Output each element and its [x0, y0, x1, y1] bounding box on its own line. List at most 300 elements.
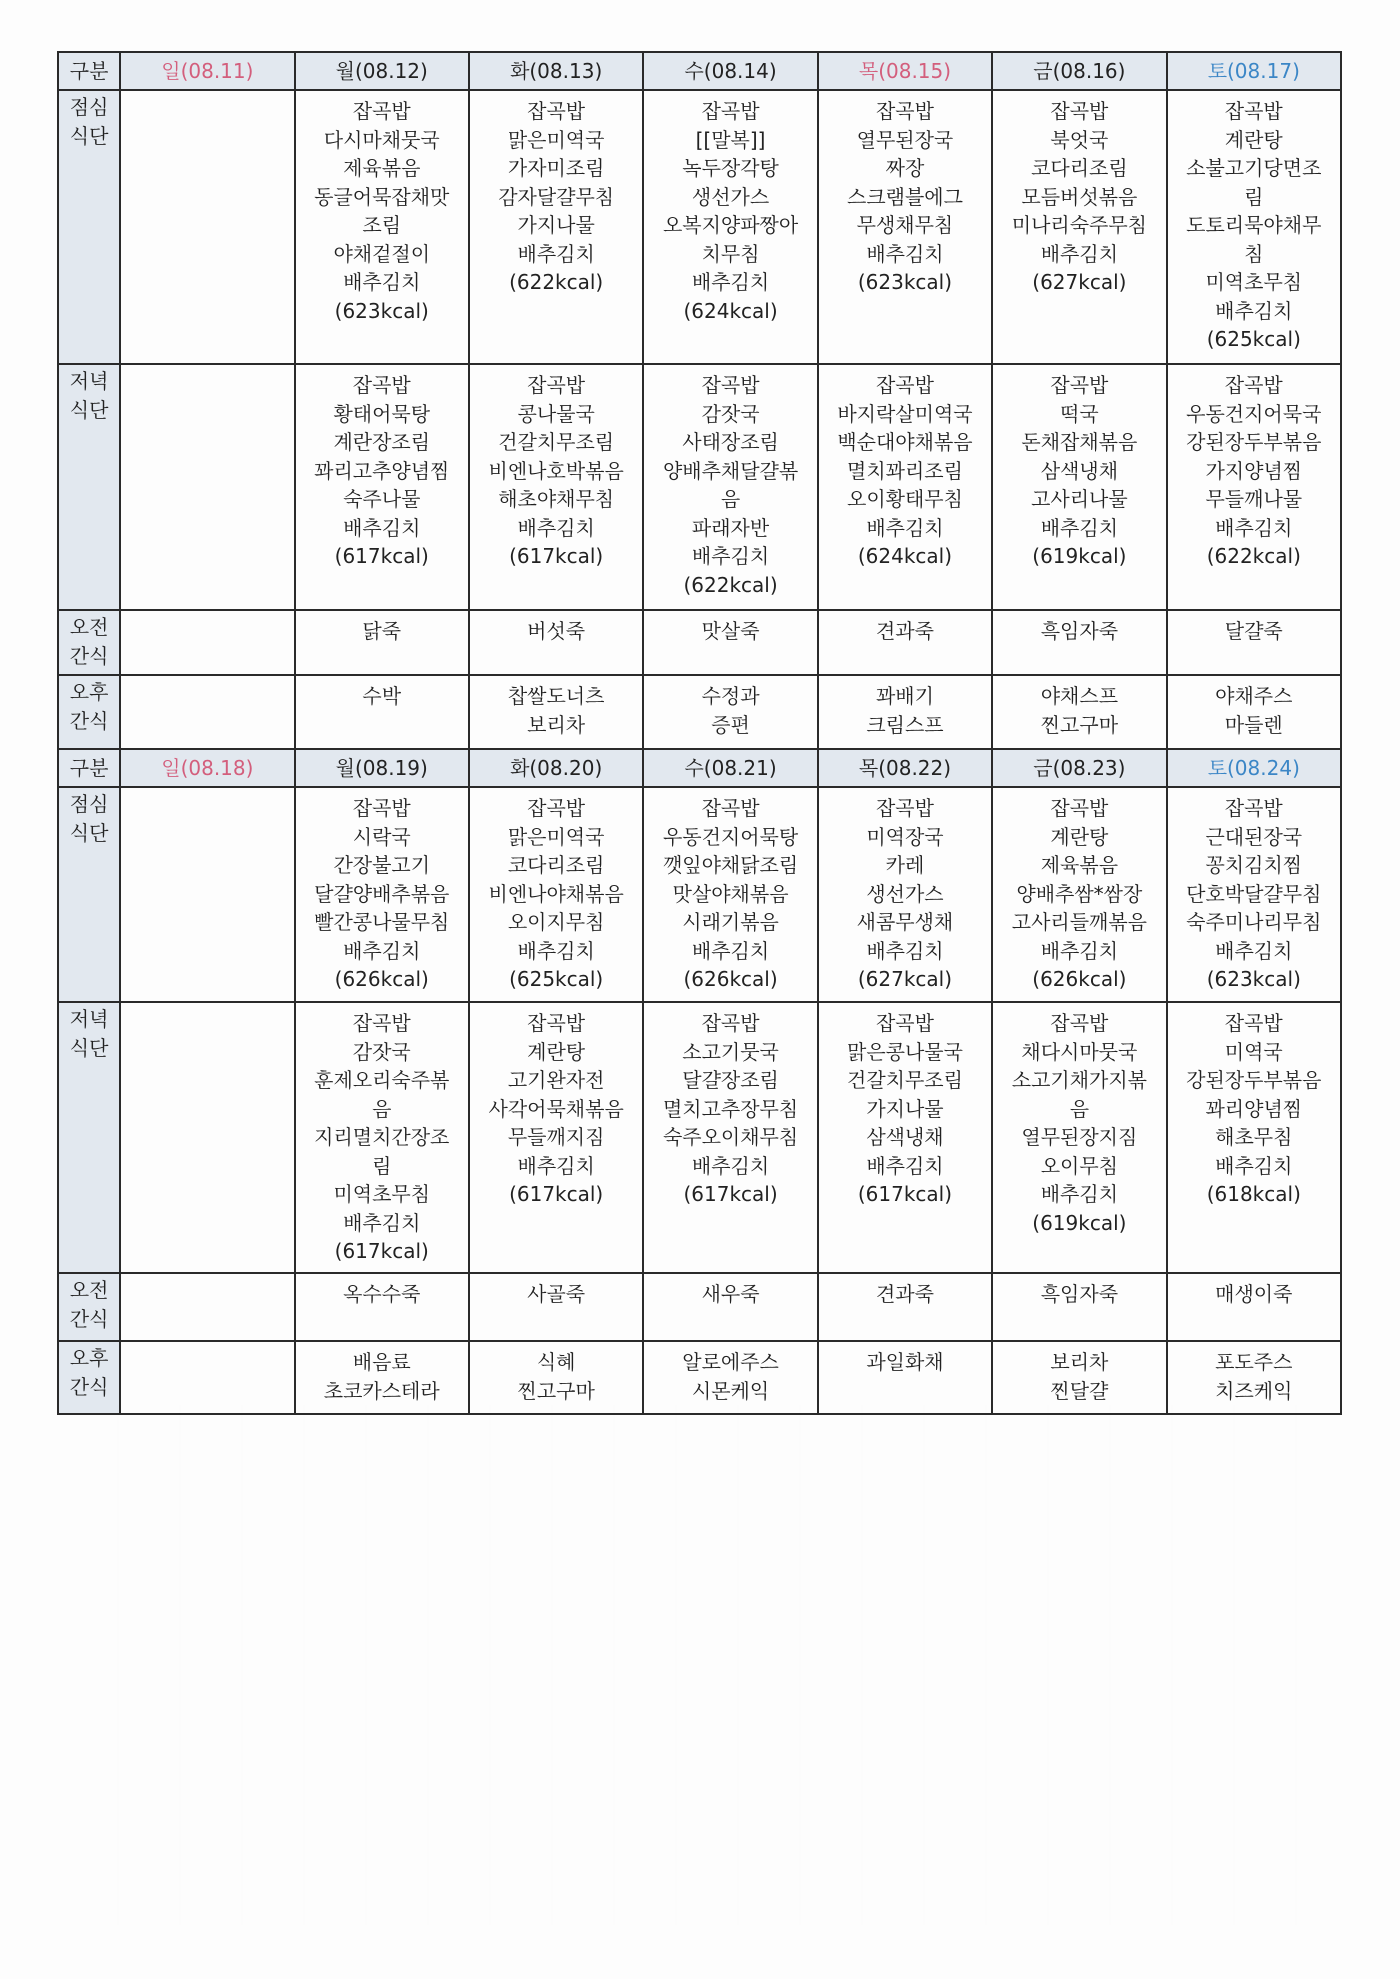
menu-item: (626kcal): [683, 967, 778, 991]
menu-item: 고사리나물: [1031, 487, 1128, 511]
menu-item: 새콤무생채: [856, 910, 954, 934]
menu-item: 미나리숙주무침: [1011, 213, 1147, 237]
scan-artifact: [57, 1405, 1342, 1925]
menu-item: 건갈치무조림: [847, 1068, 963, 1092]
menu-item: 잡곡밥: [701, 796, 760, 820]
menu-item: 보리차: [1050, 1350, 1109, 1374]
menu-item: 새우죽: [701, 1282, 760, 1306]
menu-item: 감자달걀무침: [498, 184, 615, 209]
menu-item: 배추김치: [343, 270, 421, 294]
menu-item: 잡곡밥: [527, 796, 586, 820]
dinner-cell: [992, 364, 1166, 610]
label-line: 오전: [69, 615, 109, 639]
day-header: 월(08.19): [295, 749, 469, 787]
menu-item: 짜장: [885, 156, 925, 180]
menu-item: 흑임자죽: [1040, 1282, 1119, 1306]
menu-item: 열무된장지짐: [1021, 1125, 1138, 1149]
morning-snack-row: [58, 610, 1341, 675]
menu-item: 시래기볶음: [682, 910, 779, 934]
day-header: 화(08.13): [469, 52, 643, 90]
menu-item: [[말복]]: [695, 127, 766, 152]
label-line: 간식: [69, 708, 109, 733]
menu-item: 사태장조림: [682, 430, 779, 454]
menu-item: 배추김치: [866, 1153, 944, 1178]
label-line: 간식: [69, 1374, 109, 1399]
menu-item: (623kcal): [857, 270, 953, 294]
menu-item: 근대된장국: [1205, 824, 1303, 849]
menu-item: 닭죽: [362, 619, 402, 643]
category-label: 구분: [58, 52, 120, 90]
menu-item: 잡곡밥: [875, 99, 934, 123]
menu-item: 야채겉절이: [333, 241, 431, 266]
menu-item: 잡곡밥: [1224, 1011, 1283, 1035]
menu-item: 치즈케익: [1215, 1378, 1293, 1403]
menu-item: 음: [1069, 1096, 1090, 1121]
menu-item: 맑은콩나물국: [847, 1039, 963, 1064]
dinner-cell: [120, 364, 294, 610]
menu-item: (618kcal): [1206, 1182, 1301, 1206]
menu-item: 숙주미나리무침: [1186, 910, 1322, 934]
menu-item: 간장불고기: [333, 853, 431, 877]
menu-item: 꽈리고추양념찜: [314, 458, 450, 483]
menu-item: 코다리조림: [1031, 156, 1128, 180]
lunch-cell: [295, 90, 469, 364]
menu-item: 견과죽: [875, 619, 934, 643]
menu-item: 포도주스: [1215, 1350, 1293, 1374]
menu-item: (622kcal): [683, 572, 778, 597]
afternoon-snack-row: [58, 1341, 1341, 1414]
menu-item: 배추김치: [691, 938, 770, 963]
day-header: 목(08.15): [818, 52, 992, 90]
menu-item: 시락국: [352, 824, 411, 849]
dinner-cell: [1167, 1002, 1341, 1273]
menu-item: 훈제오리숙주볶: [314, 1068, 450, 1092]
label-line: 간식: [69, 1306, 109, 1331]
afternoon-snack-cell: [120, 675, 294, 749]
menu-item: 꽁치김치찜: [1205, 853, 1303, 877]
dinner-cell: [992, 1002, 1166, 1273]
menu-item: 가지나물: [866, 1096, 944, 1121]
menu-item: 제육볶음: [343, 156, 421, 180]
lunch-cell: [643, 90, 817, 364]
label-line: 간식: [69, 643, 109, 668]
morning-snack-cell: [1167, 610, 1341, 675]
dinner-label: [58, 364, 120, 610]
menu-item: 다시마채뭇국: [323, 127, 440, 152]
menu-item: 무들깨나물: [1205, 487, 1303, 511]
menu-item: 배추김치: [1040, 1182, 1119, 1206]
menu-item: 해초무침: [1215, 1125, 1293, 1149]
dinner-cell: [120, 1002, 294, 1273]
menu-item: 잡곡밥: [352, 796, 411, 820]
menu-item: 찐고구마: [517, 1378, 595, 1403]
dinner-row: [58, 364, 1341, 610]
menu-item: 배추김치: [1215, 1153, 1293, 1178]
menu-item: (625kcal): [1206, 327, 1301, 351]
day-header: 목(08.22): [818, 749, 992, 787]
menu-item: 맑은미역국: [507, 127, 605, 152]
lunch-row: [58, 90, 1341, 364]
morning-snack-cell: [643, 610, 817, 675]
menu-item: (623kcal): [1206, 967, 1301, 991]
menu-item: 배추김치: [1215, 515, 1293, 540]
menu-item: 코다리조림: [507, 853, 605, 877]
menu-item: 잡곡밥: [701, 99, 760, 123]
menu-item: 식혜: [536, 1350, 576, 1374]
label-line: 식단: [69, 123, 109, 148]
menu-item: 양배추채달걀볶: [662, 458, 799, 483]
menu-item: (622kcal): [509, 270, 604, 294]
menu-item: 잡곡밥: [1224, 373, 1283, 397]
menu-item: 잡곡밥: [352, 373, 411, 397]
lunch-cell: [818, 787, 992, 1002]
day-header: 일(08.11): [120, 52, 294, 90]
menu-item: 생선가스: [866, 881, 944, 906]
dinner-row: [58, 1002, 1341, 1273]
menu-item: 꽈배기: [875, 684, 934, 708]
label-line: 점심: [69, 792, 109, 816]
menu-item: 음: [720, 487, 741, 511]
menu-item: 잡곡밥: [527, 99, 586, 123]
menu-item: 미역초무침: [333, 1182, 431, 1206]
menu-item: 가지나물: [517, 213, 595, 237]
menu-item: 잡곡밥: [701, 373, 760, 397]
menu-item: 오이무침: [1040, 1153, 1119, 1178]
dinner-cell: [295, 364, 469, 610]
menu-item: 건갈치무조림: [498, 430, 615, 454]
menu-item: 배추김치: [343, 515, 421, 540]
lunch-label: [58, 90, 120, 364]
menu-item: 달걀죽: [1224, 619, 1283, 643]
menu-item: 사각어묵채볶음: [488, 1096, 624, 1121]
morning-snack-cell: [120, 1273, 294, 1341]
afternoon-snack-cell: [992, 675, 1166, 749]
lunch-cell: [295, 787, 469, 1002]
menu-item: 배추김치: [1040, 515, 1119, 540]
menu-item: 열무된장국: [856, 127, 954, 152]
menu-item: (624kcal): [683, 298, 778, 323]
menu-item: (624kcal): [857, 544, 953, 568]
morning-snack-cell: [992, 1273, 1166, 1341]
menu-item: 계란탕: [1224, 127, 1283, 152]
menu-item: 증편: [711, 712, 750, 737]
morning-snack-label: [58, 610, 120, 675]
lunch-cell: [1167, 90, 1341, 364]
menu-item: 찐달걀: [1050, 1378, 1109, 1403]
menu-item: 멸치꽈리조림: [847, 458, 963, 483]
menu-item: 소고기채가지볶: [1011, 1068, 1147, 1092]
dinner-cell: [818, 364, 992, 610]
menu-item: 배추김치: [343, 938, 421, 963]
menu-item: 침: [1244, 241, 1264, 266]
menu-item: 잡곡밥: [352, 99, 411, 123]
afternoon-snack-row: [58, 675, 1341, 749]
morning-snack-cell: [469, 1273, 643, 1341]
menu-item: 모듬버섯볶음: [1021, 184, 1138, 209]
menu-item: 버섯죽: [527, 619, 586, 643]
afternoon-snack-cell: [295, 1341, 469, 1414]
menu-item: 맛살야채볶음: [672, 881, 789, 906]
lunch-cell: [120, 787, 294, 1002]
morning-snack-cell: [818, 1273, 992, 1341]
menu-item: 잡곡밥: [875, 1011, 934, 1035]
week-header-row: [58, 749, 1341, 787]
day-header: 금(08.23): [992, 749, 1166, 787]
menu-item: 강된장두부볶음: [1186, 1068, 1322, 1092]
menu-item: 빨간콩나물무침: [314, 910, 450, 934]
dinner-cell: [469, 364, 643, 610]
menu-item: 잡곡밥: [1050, 1011, 1109, 1035]
lunch-cell: [1167, 787, 1341, 1002]
afternoon-snack-cell: [1167, 675, 1341, 749]
afternoon-snack-cell: [120, 1341, 294, 1414]
afternoon-snack-cell: [1167, 1341, 1341, 1414]
menu-item: 백순대야채볶음: [837, 430, 973, 454]
menu-item: 옥수수죽: [343, 1282, 421, 1306]
lunch-cell: [120, 90, 294, 364]
dinner-cell: [1167, 364, 1341, 610]
menu-item: 삼색냉채: [1040, 458, 1119, 483]
menu-item: 돈채잡채볶음: [1021, 430, 1138, 454]
menu-item: 잡곡밥: [1050, 99, 1109, 123]
afternoon-snack-cell: [469, 1341, 643, 1414]
menu-item: 찐고구마: [1040, 712, 1119, 737]
menu-item: 무생채무침: [856, 213, 954, 237]
lunch-cell: [818, 90, 992, 364]
day-header: 화(08.20): [469, 749, 643, 787]
menu-item: 잡곡밥: [1050, 796, 1109, 820]
menu-item: 잡곡밥: [527, 1011, 586, 1035]
menu-item: (625kcal): [509, 967, 604, 991]
morning-snack-cell: [295, 1273, 469, 1341]
week-header-row: [58, 52, 1341, 90]
menu-item: 오이황태무침: [847, 487, 963, 511]
menu-item: 숙주오이채무침: [662, 1125, 799, 1149]
menu-item: 카레: [885, 853, 925, 877]
day-header: 토(08.24): [1167, 749, 1341, 787]
dinner-cell: [643, 364, 817, 610]
menu-item: 양배추쌈*쌈장: [1016, 881, 1143, 906]
menu-item: 배추김치: [517, 515, 595, 540]
afternoon-snack-cell: [469, 675, 643, 749]
menu-item: 고기완자전: [507, 1068, 605, 1092]
menu-item: (626kcal): [1032, 967, 1127, 991]
menu-item: (619kcal): [1032, 544, 1127, 568]
label-line: 식단: [69, 820, 109, 845]
lunch-cell: [469, 787, 643, 1002]
menu-item: 가지양념찜: [1205, 458, 1303, 483]
menu-item: (627kcal): [857, 967, 953, 991]
menu-item: 오복지양파짱아: [662, 213, 799, 237]
menu-item: 마들렌: [1224, 712, 1283, 737]
lunch-cell: [469, 90, 643, 364]
dinner-cell: [295, 1002, 469, 1273]
category-label: 구분: [58, 749, 120, 787]
menu-item: 보리차: [527, 712, 586, 737]
afternoon-snack-cell: [992, 1341, 1166, 1414]
morning-snack-cell: [295, 610, 469, 675]
label-line: 점심: [69, 95, 109, 119]
morning-snack-cell: [992, 610, 1166, 675]
menu-item: 우동건지어묵국: [1186, 401, 1322, 426]
menu-item: 단호박달걀무침: [1186, 881, 1322, 906]
menu-item: 맑은미역국: [507, 824, 605, 849]
label-line: 식단: [69, 397, 109, 422]
menu-item: 맛살죽: [701, 619, 760, 643]
menu-item: 알로에주스: [682, 1350, 779, 1374]
afternoon-snack-cell: [818, 1341, 992, 1414]
menu-item: 소고기뭇국: [682, 1039, 779, 1064]
label-line: 오전: [69, 1278, 109, 1302]
menu-item: (619kcal): [1032, 1210, 1127, 1235]
menu-item: 배추김치: [691, 1153, 770, 1178]
menu-item: 수정과: [701, 684, 760, 708]
menu-item: 잡곡밥: [701, 1011, 760, 1035]
menu-item: 잡곡밥: [875, 373, 934, 397]
menu-item: 미역국: [1224, 1039, 1283, 1064]
afternoon-snack-label: [58, 1341, 120, 1414]
meal-plan-table: [57, 51, 1342, 1415]
menu-item: 콩나물국: [517, 401, 595, 426]
lunch-cell: [992, 787, 1166, 1002]
menu-item: 배추김치: [691, 544, 770, 568]
menu-item: 감잣국: [352, 1039, 411, 1064]
menu-item: 고사리들깨볶음: [1011, 910, 1147, 934]
menu-item: 배추김치: [1215, 298, 1293, 323]
menu-item: (623kcal): [334, 298, 429, 323]
menu-item: 잡곡밥: [1224, 99, 1283, 123]
menu-item: (617kcal): [683, 1182, 778, 1206]
menu-item: 배추김치: [866, 241, 944, 266]
menu-item: 과일화채: [866, 1350, 944, 1374]
menu-item: (617kcal): [509, 1182, 604, 1206]
menu-item: 북엇국: [1050, 127, 1109, 152]
menu-item: 미역초무침: [1205, 270, 1303, 294]
menu-item: (622kcal): [1206, 544, 1301, 568]
menu-item: 잡곡밥: [1050, 373, 1109, 397]
menu-item: 흑임자죽: [1040, 619, 1119, 643]
menu-item: (627kcal): [1032, 270, 1127, 294]
afternoon-snack-cell: [643, 1341, 817, 1414]
menu-item: (617kcal): [334, 544, 429, 568]
dinner-label: [58, 1002, 120, 1273]
menu-item: 잡곡밥: [352, 1011, 411, 1035]
menu-item: 야채주스: [1215, 684, 1293, 708]
menu-item: 떡국: [1060, 401, 1099, 426]
morning-snack-cell: [818, 610, 992, 675]
day-header: 수(08.14): [643, 52, 817, 90]
menu-item: 림: [372, 1153, 392, 1178]
menu-item: 크림스프: [866, 712, 944, 737]
lunch-cell: [643, 787, 817, 1002]
menu-item: 도토리묵야채무: [1186, 213, 1322, 237]
menu-item: 림: [1244, 184, 1264, 209]
menu-item: (617kcal): [857, 1182, 953, 1206]
label-line: 식단: [69, 1035, 109, 1060]
menu-item: 멸치고추장무침: [662, 1096, 799, 1121]
menu-item: 녹두장각탕: [682, 156, 779, 180]
menu-item: 계란장조림: [333, 430, 431, 454]
menu-item: 야채스프: [1040, 684, 1119, 708]
menu-item: 꽈리양념찜: [1205, 1096, 1303, 1121]
morning-snack-row: [58, 1273, 1341, 1341]
morning-snack-cell: [469, 610, 643, 675]
day-header: 수(08.21): [643, 749, 817, 787]
lunch-cell: [992, 90, 1166, 364]
menu-item: 우동건지어묵탕: [662, 824, 799, 849]
menu-item: 찹쌀도너츠: [507, 684, 605, 708]
menu-item: (626kcal): [334, 967, 429, 991]
menu-item: (617kcal): [509, 544, 604, 568]
menu-item: 해초야채무침: [498, 487, 615, 511]
menu-item: 비엔나야채볶음: [488, 881, 624, 906]
menu-item: 제육볶음: [1040, 853, 1119, 877]
menu-item: 채다시마뭇국: [1021, 1039, 1138, 1064]
menu-item: 감잣국: [701, 401, 760, 426]
menu-item: 사골죽: [527, 1282, 586, 1306]
label-line: 저녁: [69, 1007, 109, 1031]
menu-item: 계란탕: [527, 1039, 586, 1064]
label-line: 저녁: [69, 369, 109, 393]
menu-item: 삼색냉채: [866, 1125, 944, 1149]
morning-snack-cell: [643, 1273, 817, 1341]
menu-item: 배추김치: [1040, 241, 1119, 266]
lunch-row: [58, 787, 1341, 1002]
dinner-cell: [643, 1002, 817, 1273]
menu-item: 황태어묵탕: [333, 401, 431, 426]
morning-snack-cell: [120, 610, 294, 675]
day-header: 일(08.18): [120, 749, 294, 787]
menu-item: 스크램블에그: [847, 184, 963, 209]
menu-item: 미역장국: [866, 824, 944, 849]
menu-item: 배음료: [352, 1350, 411, 1374]
menu-item: 매생이죽: [1215, 1282, 1293, 1306]
menu-item: 초코카스테라: [323, 1378, 440, 1403]
menu-item: 견과죽: [875, 1282, 934, 1306]
label-line: 오후: [69, 680, 109, 704]
menu-item: 조림: [362, 213, 402, 237]
menu-item: 배추김치: [1040, 938, 1119, 963]
menu-item: 치무침: [701, 241, 760, 266]
menu-item: 시몬케익: [691, 1378, 770, 1403]
menu-item: 무들깨지짐: [507, 1125, 605, 1149]
day-header: 월(08.12): [295, 52, 469, 90]
menu-item: 깻잎야채닭조림: [662, 853, 799, 877]
menu-item: 잡곡밥: [1224, 796, 1283, 820]
morning-snack-label: [58, 1273, 120, 1341]
menu-item: 오이지무침: [507, 910, 605, 934]
day-header: 토(08.17): [1167, 52, 1341, 90]
menu-item: 달걀양배추볶음: [314, 881, 450, 906]
menu-item: 소불고기당면조: [1186, 156, 1322, 180]
menu-item: 지리멸치간장조: [314, 1125, 450, 1149]
menu-item: 배추김치: [866, 515, 944, 540]
afternoon-snack-cell: [643, 675, 817, 749]
menu-item: 음: [372, 1096, 392, 1121]
menu-item: 비엔나호박볶음: [488, 458, 624, 483]
menu-item: 배추김치: [1215, 938, 1293, 963]
menu-item: 수박: [362, 684, 402, 708]
afternoon-snack-label: [58, 675, 120, 749]
menu-item: 배추김치: [517, 1153, 595, 1178]
menu-item: 달걀장조림: [682, 1068, 779, 1092]
menu-item: 배추김치: [517, 241, 595, 266]
label-line: 오후: [69, 1346, 109, 1370]
day-header: 금(08.16): [992, 52, 1166, 90]
menu-item: 잡곡밥: [527, 373, 586, 397]
afternoon-snack-cell: [818, 675, 992, 749]
dinner-cell: [469, 1002, 643, 1273]
